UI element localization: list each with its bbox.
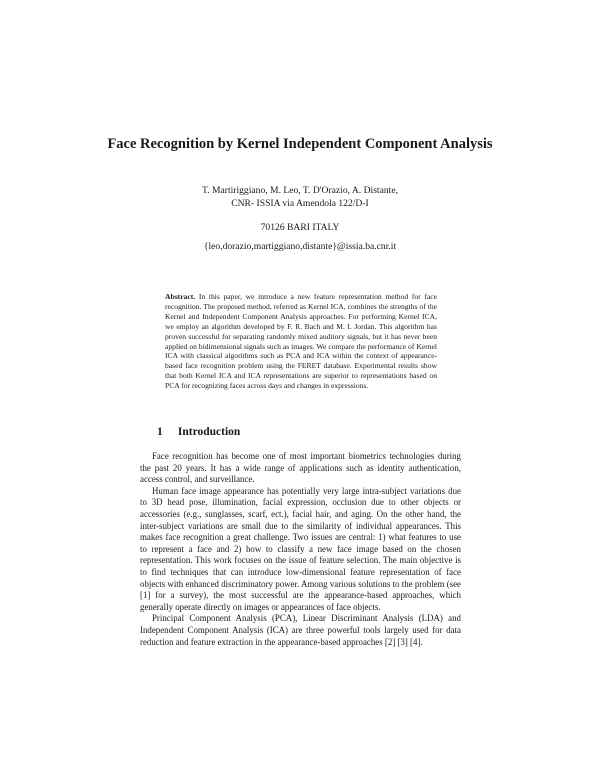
section-heading (157, 426, 240, 438)
section-title: Introduction (177, 426, 241, 438)
abstract (165, 292, 437, 391)
paragraph: Face recognition has become one of most important biometrics technologies during the past 20 years. It has a wide range of applications such as identity authentication, access control, and surveillance. (140, 451, 461, 485)
email-line: {leo,dorazio,martiggiano,distante}@issia.ba.cnr.it (203, 241, 397, 252)
abstract-label: Abstract. (165, 292, 196, 301)
abstract-text: In this paper, we introduce a new feature representation method for face recognition. The proposed method, referred as Kernel ICA, combines the strengths of the Kernel and Independent Component Analysis approaches. For performing Kernel ICA, we employ an algorithm developed by F. R. Bach and M. I. Jordan. This algorithm has proven successful for separating randomly mixed auditory signals, but it has never been applied on bidimensional signals such as images. We compare the performance of Kernel ICA with classical algorithms such as PCA and ICA within the context of appearance-based face recognition problem using the FERET database. Experimental results show that both Kernel ICA and ICA representations are superior to representations based on PCA for recognizing faces across days and changes in expressions. (165, 292, 437, 391)
paragraph: Principal Component Analysis (PCA), Linear Discriminant Analysis (LDA) and Independent Component Analysis (ICA) are three powerful tools largely used for data reduction and feature extraction in the appearance-based approaches [2] [3] [4]. (140, 613, 461, 647)
affiliation: CNR- ISSIA via Amendola 122/D-I (231, 197, 369, 209)
author-block (100, 185, 500, 210)
city-line: 70126 BARI ITALY (260, 222, 340, 233)
author-names: T. Martiriggiano, M. Leo, T. D'Orazio, A. Distante, (202, 185, 398, 196)
paragraph: Human face image appearance has potentially very large intra-subject variations due to 3D head pose, illumination, facial expression, occlusion due to other objects or accessories (e.g., sunglasses, scarf, ect.), facial hair, and aging. On the other hand, the inter-subject variations are small due to the similarity of individual appearances. This makes face recognition a great challenge. Two issues are central: 1) what features to use to represent a face and 2) how to classify a new face image based on the chosen representation. This work focuses on the issue of feature selection. The main objective is to find techniques that can introduce low-dimensional feature representation of face objects with enhanced discriminatory power. Among various solutions to the problem (see [1] for a survey), the most successful are the appearance-based approaches, which generally operate directly on images or appearances of face objects. (140, 485, 461, 612)
paper-title: Face Recognition by Kernel Independent Component Analysis (107, 136, 493, 152)
section-body (140, 451, 461, 648)
section-number: 1 (157, 426, 163, 438)
